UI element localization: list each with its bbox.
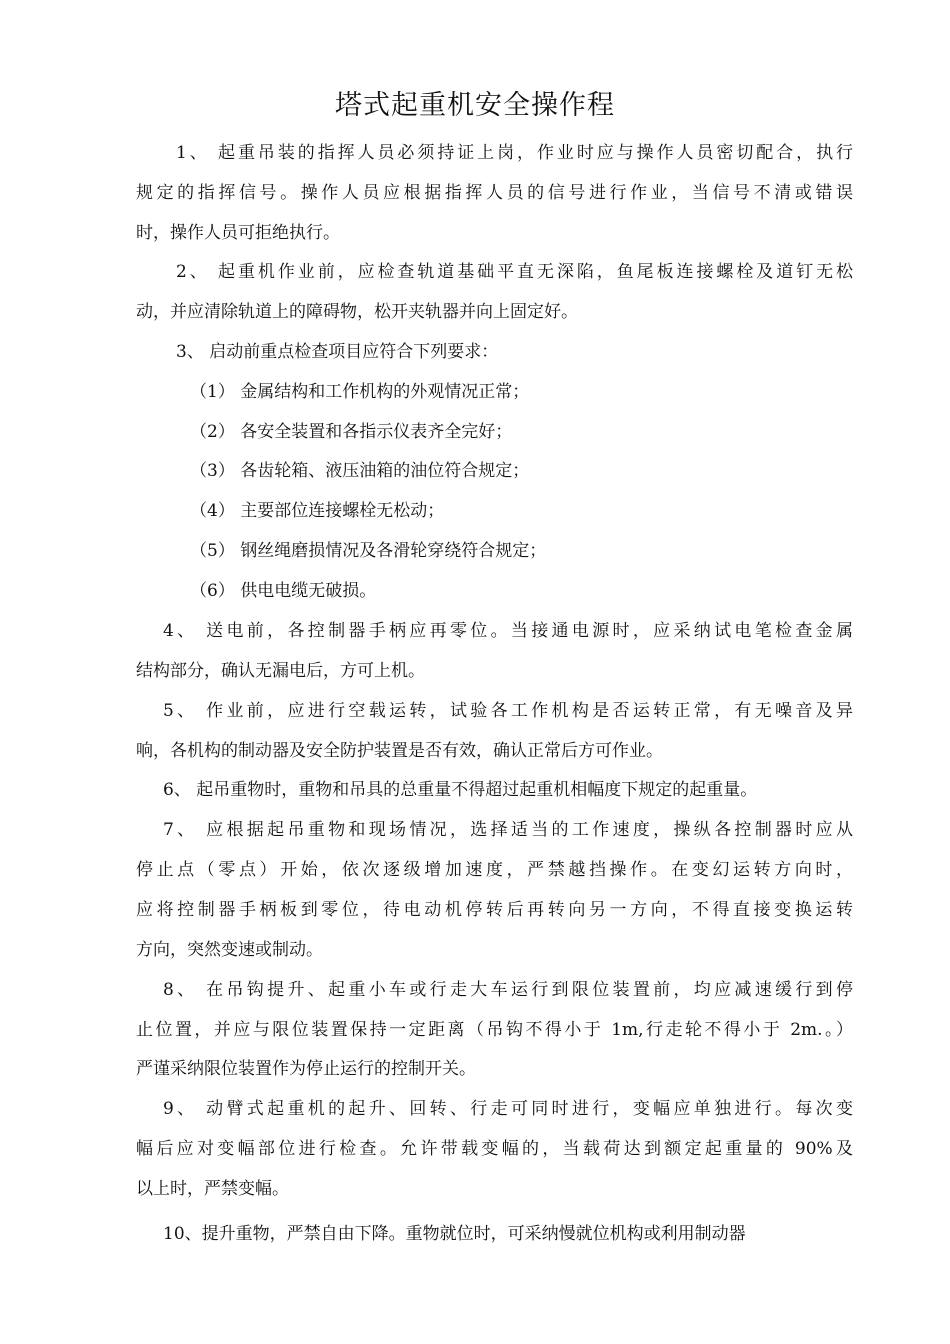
text-line: 6、 起吊重物时，重物和吊具的总重量不得超过起重机相幅度下规定的起重量。 — [163, 780, 758, 800]
list-item: （2） 各安全装置和各指示仪表齐全完好； — [190, 422, 513, 442]
text-line: 止位置，并应与限位装置保持一定距离（吊钩不得小于 1m,行走轮不得小于 2m.。） — [136, 1020, 853, 1040]
text-line: 1、 起重吊装的指挥人员必须持证上岗，作业时应与操作人员密切配合，执行 — [176, 143, 853, 163]
list-item: （5） 钢丝绳磨损情况及各滑轮穿绕符合规定； — [190, 541, 547, 561]
text-line: 时，操作人员可拒绝执行。 — [136, 223, 340, 243]
text-line: 严谨采纳限位装置作为停止运行的控制开关。 — [136, 1059, 476, 1079]
text-line: 动，并应清除轨道上的障碍物，松开夹轨器并向上固定好。 — [136, 302, 578, 322]
text-line: 停止点（零点）开始，依次逐级增加速度，严禁越挡操作。在变幻运转方向时， — [136, 860, 853, 880]
text-line: 应将控制器手柄板到零位，待电动机停转后再转向另一方向，不得直接变换运转 — [136, 900, 853, 920]
list-item: （3） 各齿轮箱、液压油箱的油位符合规定； — [190, 461, 530, 481]
document-title: 塔式起重机安全操作程 — [335, 90, 615, 121]
text-line: 方向，突然变速或制动。 — [136, 940, 323, 960]
text-line: 2、 起重机作业前，应检查轨道基础平直无深陷，鱼尾板连接螺栓及道钉无松 — [176, 262, 853, 282]
text-line: 幅后应对变幅部位进行检查。允许带载变幅的，当载荷达到额定起重量的 90%及 — [136, 1139, 853, 1159]
list-item: （6） 供电电缆无破损。 — [190, 581, 377, 601]
text-line: 8、 在吊钩提升、起重小车或行走大车运行到限位装置前，均应减速缓行到停 — [163, 980, 853, 1000]
text-line: 响，各机构的制动器及安全防护装置是否有效，确认正常后方可作业。 — [136, 741, 663, 761]
text-line: 4、 送电前，各控制器手柄应再零位。当接通电源时，应采纳试电笔检查金属 — [163, 621, 853, 641]
text-line: 3、 启动前重点检查项目应符合下列要求： — [176, 342, 499, 362]
text-line: 5、 作业前，应进行空载运转，试验各工作机构是否运转正常，有无噪音及异 — [163, 701, 853, 721]
text-line: 规定的指挥信号。操作人员应根据指挥人员的信号进行作业，当信号不清或错误 — [136, 183, 853, 203]
text-line: 9、 动臂式起重机的起升、回转、行走可同时进行，变幅应单独进行。每次变 — [163, 1099, 853, 1119]
text-line: 10、提升重物，严禁自由下降。重物就位时，可采纳慢就位机构或利用制动器 — [163, 1224, 746, 1244]
text-line: 结构部分，确认无漏电后，方可上机。 — [136, 661, 425, 681]
list-item: （1） 金属结构和工作机构的外观情况正常； — [190, 382, 530, 402]
text-line: 7、 应根据起吊重物和现场情况，选择适当的工作速度，操纵各控制器时应从 — [163, 820, 853, 840]
text-line: 以上时，严禁变幅。 — [136, 1179, 289, 1199]
list-item: （4） 主要部位连接螺栓无松动； — [190, 501, 445, 521]
